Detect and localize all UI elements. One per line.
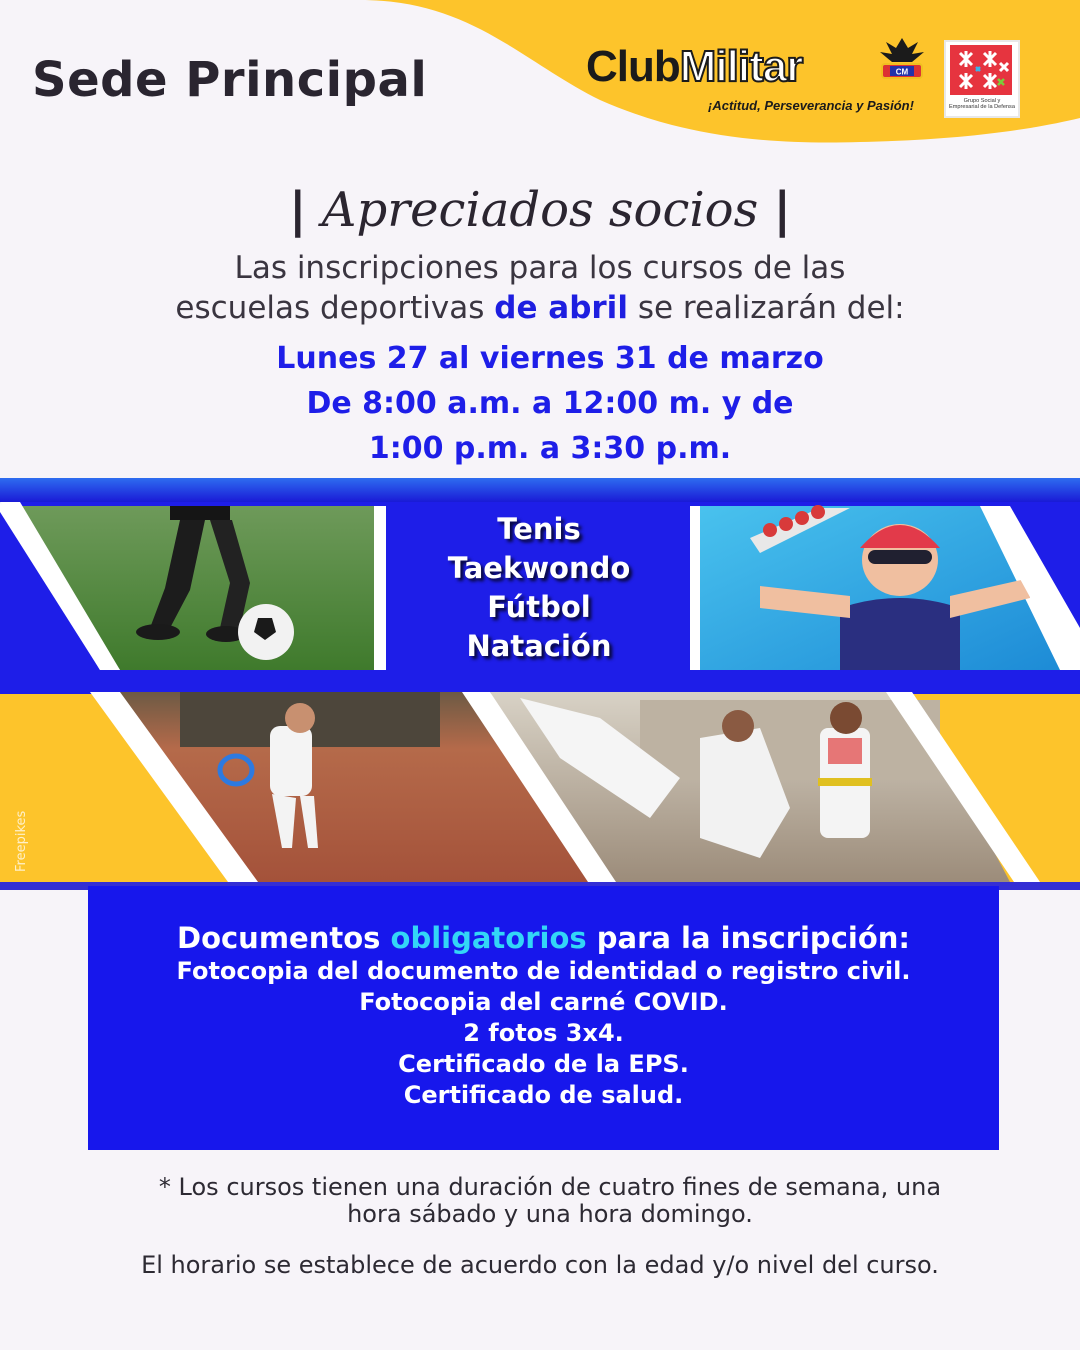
intro-line-2-post: se realizarán del: bbox=[637, 290, 905, 326]
soccer-border bbox=[374, 506, 386, 670]
intro-line-2 bbox=[0, 288, 1080, 328]
emblem-letters: CM bbox=[895, 67, 909, 77]
greeting-bar-left: | bbox=[289, 182, 307, 238]
eagle-emblem-icon bbox=[872, 34, 932, 90]
sport-item: Natación bbox=[466, 629, 612, 663]
schedule-dates: Lunes 27 al viernes 31 de marzo bbox=[276, 341, 824, 376]
logo-militar-text: Militar bbox=[679, 42, 803, 91]
documents-title bbox=[88, 920, 999, 956]
documents-title-highlight: obligatorios bbox=[390, 921, 587, 955]
sports-list bbox=[388, 506, 690, 670]
schedule-note: El horario se establece de acuerdo con la edad y/o nivel del curso. bbox=[141, 1251, 939, 1279]
sport-item: Fútbol bbox=[487, 590, 591, 624]
registration-schedule bbox=[0, 336, 1080, 471]
schedule-hours-2: 1:00 p.m. a 3:30 p.m. bbox=[368, 431, 732, 466]
document-item: Certificado de salud. bbox=[403, 1081, 684, 1109]
logo-wordmark bbox=[586, 42, 802, 92]
documents-title-post: para la inscripción: bbox=[596, 921, 910, 955]
partner-logo bbox=[944, 40, 1020, 118]
band-top-stripe bbox=[0, 478, 1080, 502]
location-title: Sede Principal bbox=[32, 52, 428, 108]
club-militar-logo bbox=[582, 34, 942, 124]
snowflake-pattern-icon bbox=[950, 45, 1012, 95]
sport-item: Tenis bbox=[497, 512, 581, 546]
greeting-text: Apreciados socios bbox=[321, 182, 759, 238]
document-item: Fotocopia del documento de identidad o registro civil. bbox=[176, 957, 911, 985]
document-item: Certificado de la EPS. bbox=[398, 1050, 689, 1078]
intro-paragraph bbox=[0, 248, 1080, 328]
documents-panel bbox=[88, 886, 999, 1150]
logo-slogan: ¡Actitud, Perseverancia y Pasión! bbox=[708, 98, 914, 113]
greeting-bar-right: | bbox=[773, 182, 791, 238]
duration-note bbox=[60, 1174, 1040, 1228]
duration-note-line-2: hora sábado y una hora domingo. bbox=[347, 1200, 753, 1228]
band-mid-stripe bbox=[0, 670, 1080, 692]
intro-line-1: Las inscripciones para los cursos de las bbox=[234, 250, 846, 286]
partner-logo-mark bbox=[950, 45, 1012, 95]
duration-note-line-1: * Los cursos tienen una duración de cuatro fines de semana, una bbox=[158, 1173, 942, 1201]
swimming-photo bbox=[690, 505, 1080, 670]
photo-credit: Freepikes bbox=[14, 810, 29, 872]
sport-item: Taekwondo bbox=[447, 551, 631, 585]
logo-club-text: Club bbox=[586, 42, 680, 91]
intro-month-highlight: de abril bbox=[494, 290, 628, 326]
document-item: Fotocopia del carné COVID. bbox=[359, 988, 728, 1016]
documents-title-pre: Documentos bbox=[177, 921, 381, 955]
greeting-heading bbox=[0, 182, 1080, 238]
schedule-hours-1: De 8:00 a.m. a 12:00 m. y de bbox=[306, 386, 794, 421]
partner-name: Grupo Social y Empresarial de la Defensa bbox=[949, 98, 1015, 110]
swimming-border bbox=[690, 506, 700, 670]
intro-line-2-pre: escuelas deportivas bbox=[175, 290, 485, 326]
document-item: 2 fotos 3x4. bbox=[463, 1019, 624, 1047]
